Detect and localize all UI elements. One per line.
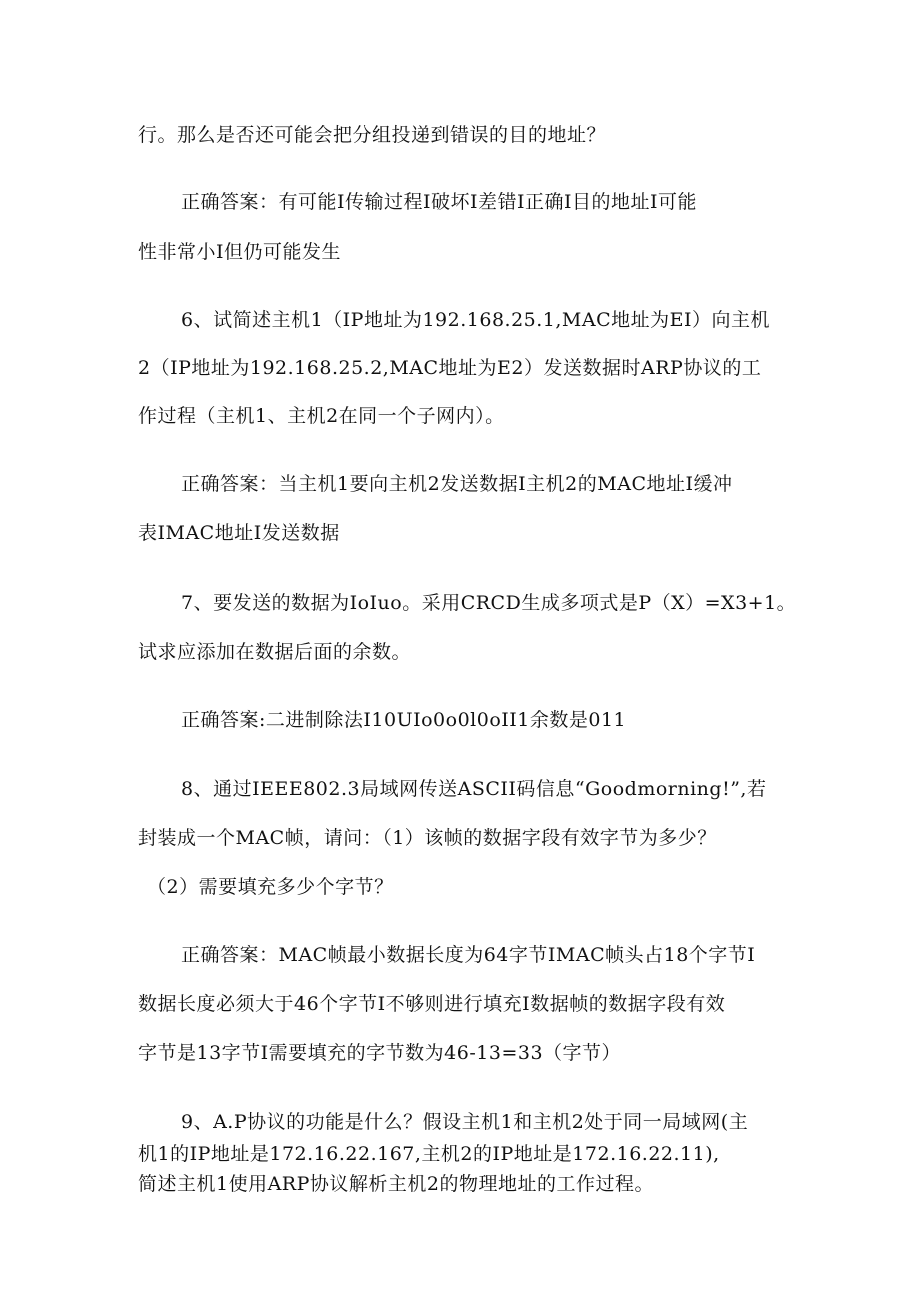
answer-6-line-2: 表IMAC地址I发送数据 <box>138 522 340 544</box>
answer-5-line-1: 正确答案：有可能I传输过程I破坏I差错I正确I目的地址I可能 <box>181 191 698 213</box>
question-6-line-1: 6、试简述主机1（IP地址为192.168.25.1,MAC地址为EI）向主机 <box>181 309 771 331</box>
question-8-line-3: （2）需要填充多少个字节？ <box>147 876 394 898</box>
question-7-line-2: 试求应添加在数据后面的余数。 <box>138 641 412 663</box>
answer-5-line-2: 性非常小I但仍可能发生 <box>138 241 342 263</box>
question-5-line-1: 行。那么是否还可能会把分组投递到错误的目的地址？ <box>138 124 607 146</box>
question-8-line-1: 8、通过IEEE802.3局域网传送ASCII码信息“Goodmorning!”,若 <box>181 778 767 800</box>
answer-8-line-2: 数据长度必须大于46个字节I不够则进行填充I数据帧的数据字段有效 <box>138 993 726 1015</box>
question-6-line-2: 2（IP地址为192.168.25.2,MAC地址为E2）发送数据时ARP协议的工 <box>138 357 762 379</box>
answer-6-line-1: 正确答案：当主机1要向主机2发送数据I主机2的MAC地址I缓冲 <box>181 473 733 495</box>
question-9-line-1: 9、A.P协议的功能是什么？假设主机1和主机2处于同一局域网(主 <box>181 1111 749 1133</box>
answer-7-line-1: 正确答案:二进制除法I10UIo0o0l0oII1余数是011 <box>181 709 627 731</box>
question-9-line-2: 机1的IP地址是172.16.22.167,主机2的IP地址是172.16.22.11), <box>138 1143 720 1165</box>
question-9-line-3: 简述主机1使用ARP协议解析主机2的物理地址的工作过程。 <box>138 1173 654 1195</box>
question-8-line-2: 封装成一个MAC帧，请问：（1）该帧的数据字段有效字节为多少？ <box>138 827 717 849</box>
question-6-line-3: 作过程（主机1、主机2在同一个子网内）。 <box>138 405 505 427</box>
answer-8-line-1: 正确答案：MAC帧最小数据长度为64字节IMAC帧头占18个字节I <box>181 944 756 966</box>
answer-8-line-3: 字节是13字节I需要填充的字节数为46-13=33（字节） <box>138 1042 622 1064</box>
question-7-line-1: 7、要发送的数据为IoIuo。采用CRCD生成多项式是P（X）=X3+1。 <box>181 592 797 614</box>
